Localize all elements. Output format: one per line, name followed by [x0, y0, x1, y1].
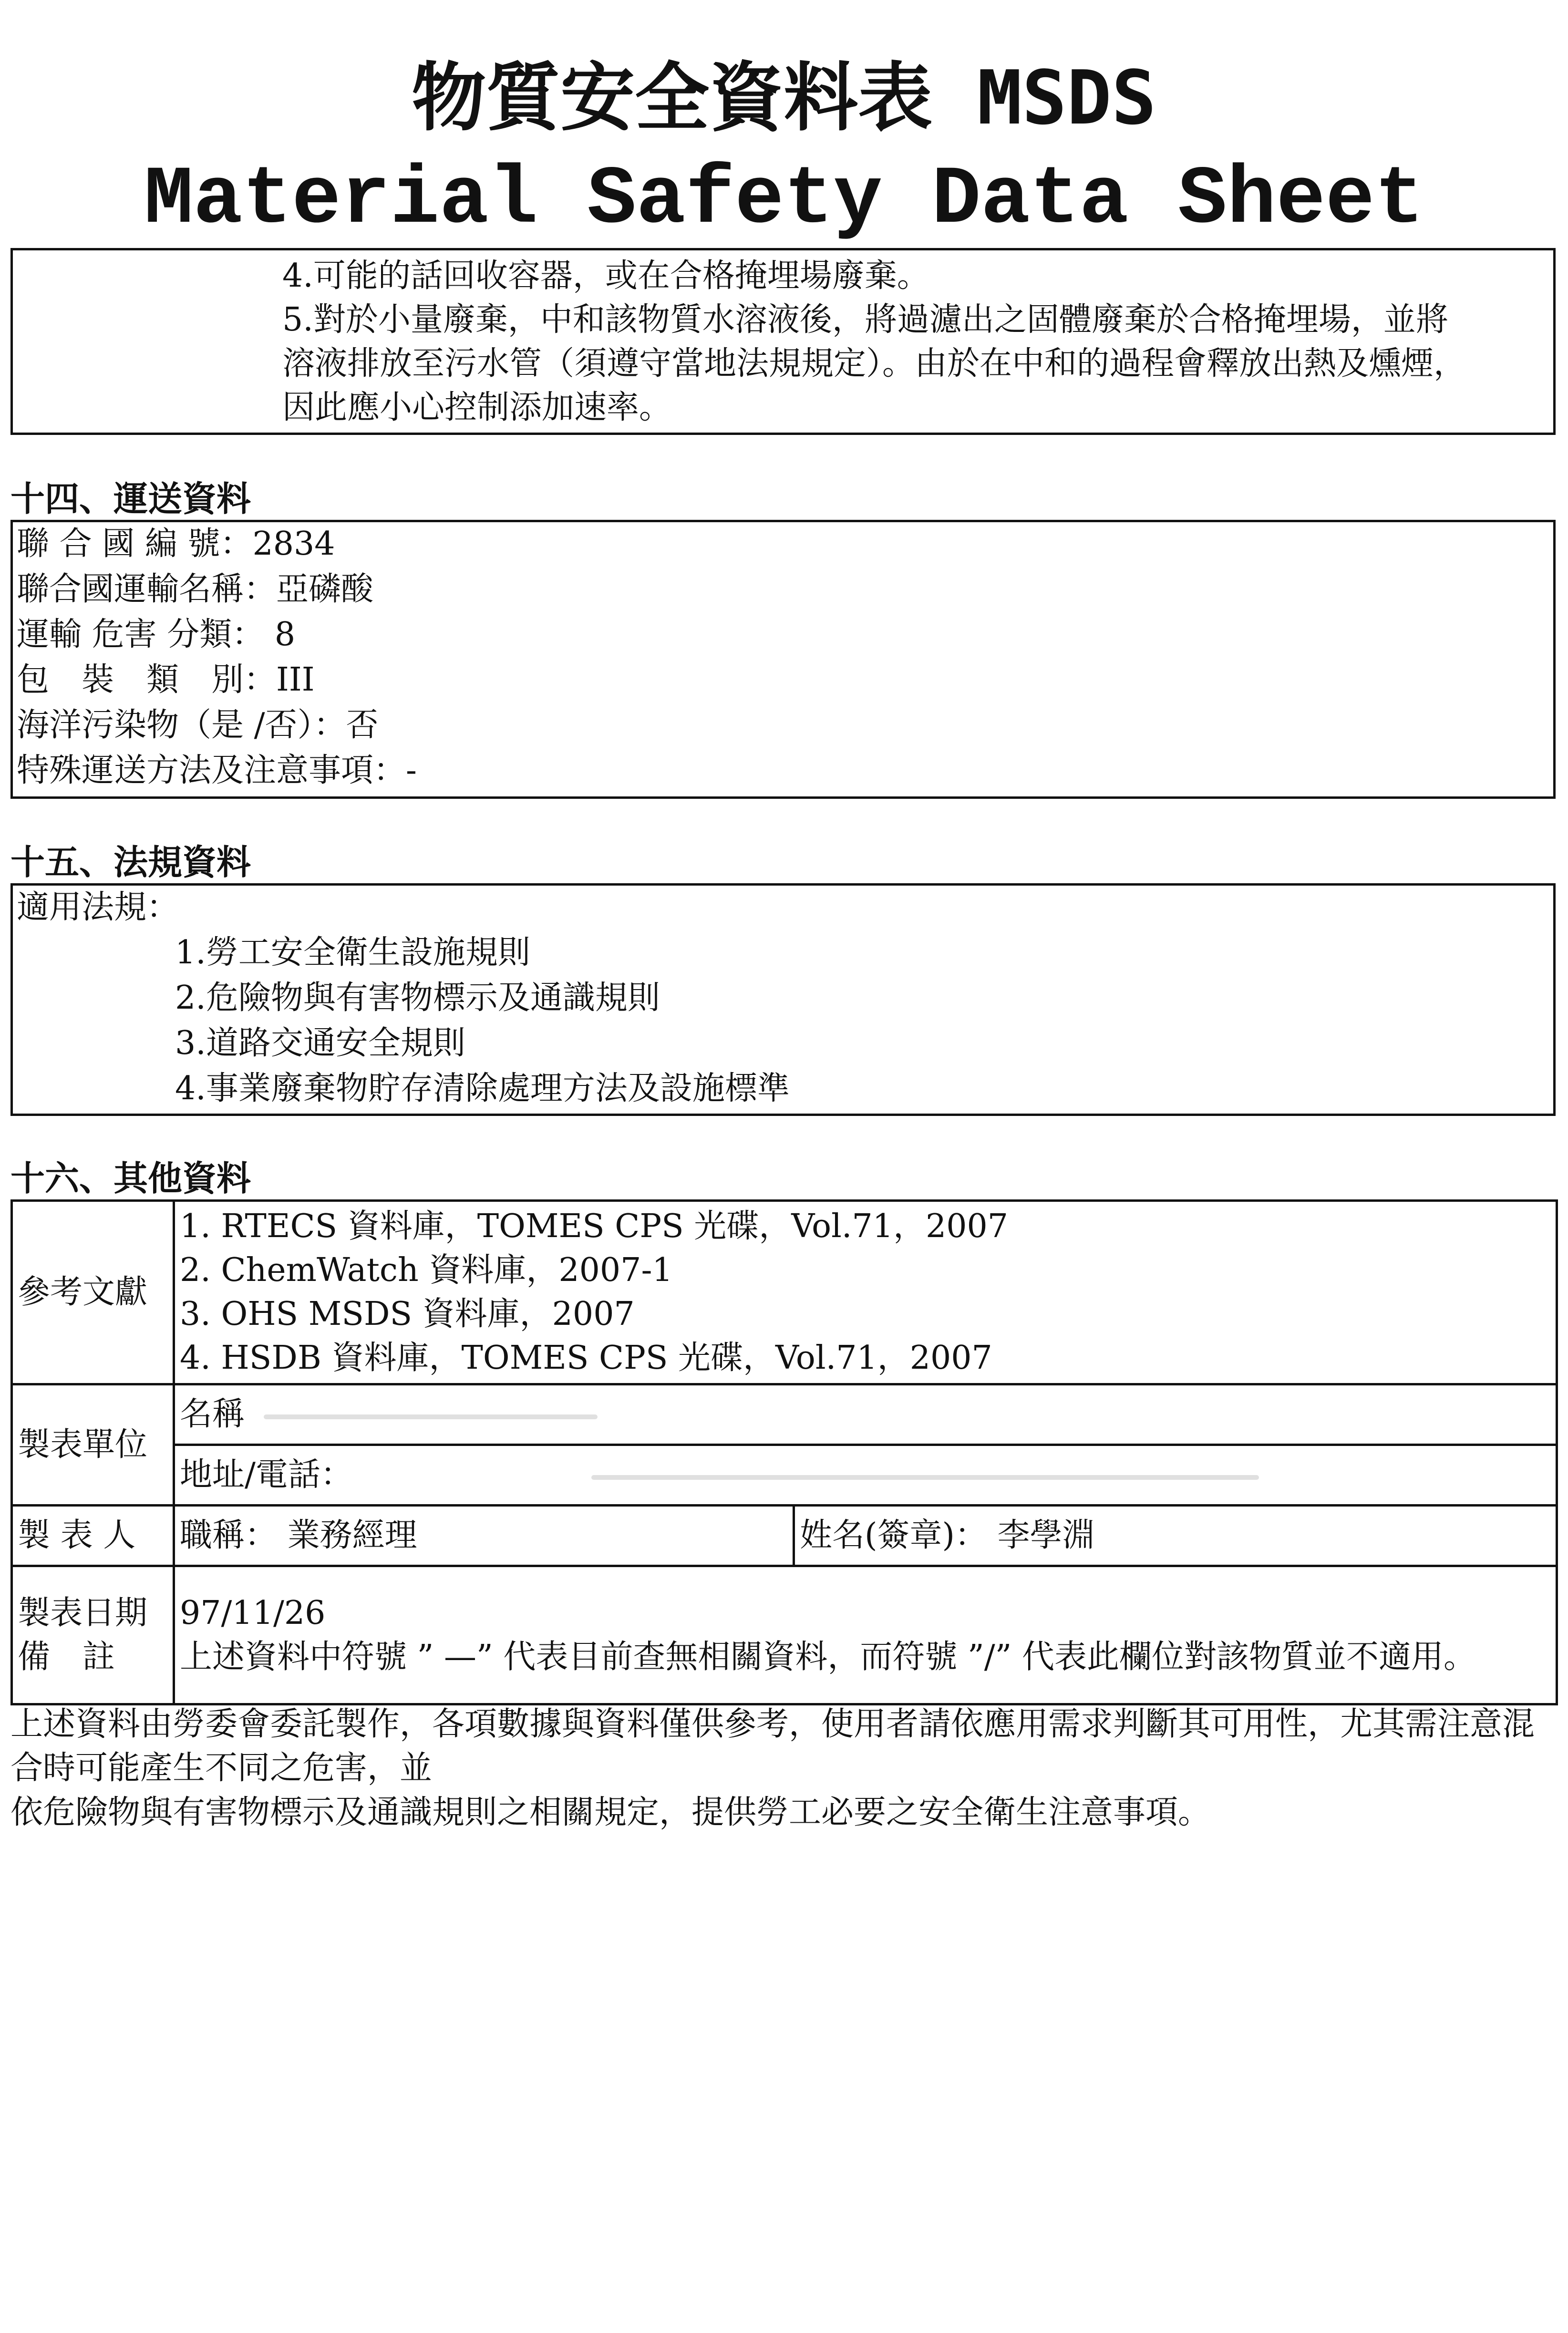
- regulation-item: 4.事業廢棄物貯存清除處理方法及設施標準: [175, 1070, 790, 1107]
- unit-name-cell: [174, 1384, 1557, 1445]
- table-row: [12, 1384, 1557, 1445]
- unit-address-cell: [174, 1445, 1557, 1506]
- title-chinese: 物質安全資料表 MSDS: [412, 54, 1156, 141]
- redacted-mark: [591, 1475, 1259, 1480]
- remarks-value: 上述資料中符號 ” —” 代表目前查無相關資料，而符號 ”/” 代表此欄位對該物質並不適用。: [180, 1638, 1476, 1676]
- marine-pollutant: 海洋污染物（是 /否）：否: [17, 706, 379, 744]
- packing-group: 包 裝 類 別：III: [17, 661, 315, 699]
- disposal-line: 因此應小心控制添加速率。: [282, 389, 672, 426]
- regulation-item: 3.道路交通安全規則: [175, 1024, 465, 1062]
- section14-title: 十四、運送資料: [10, 478, 251, 519]
- disposal-box: [10, 248, 1556, 435]
- unit-name-label: 名稱: [180, 1395, 245, 1433]
- redacted-mark: [264, 1414, 598, 1419]
- references-cell: [174, 1201, 1557, 1384]
- regulations-intro: 適用法規：: [17, 888, 179, 926]
- preparer-label: 製 表 人: [12, 1506, 174, 1566]
- footer-line: 上述資料由勞委會委託製作，各項數據與資料僅供參考，使用者請依應用需求判斷其可用性，尤其需注意混合時可能產生不同之危害，並: [10, 1705, 1535, 1787]
- table-row: [12, 1566, 1557, 1704]
- regulations-box: [10, 883, 1556, 1116]
- transport-box: [10, 520, 1556, 799]
- reference-item: 3. OHS MSDS 資料庫，2007: [180, 1295, 635, 1333]
- hazard-class: 運輸 危害 分類： 8: [17, 616, 296, 653]
- preparer-name: 姓名(簽章)： 李學淵: [794, 1506, 1557, 1566]
- regulation-item: 1.勞工安全衛生設施規則: [175, 934, 530, 971]
- reference-item: 1. RTECS 資料庫，TOMES CPS 光碟，Vol.71，2007: [180, 1208, 1009, 1245]
- un-shipping-name: 聯合國運輸名稱：亞磷酸: [17, 570, 374, 608]
- date-remarks-label-cell: [12, 1566, 174, 1704]
- section15-title: 十五、法規資料: [10, 842, 251, 882]
- other-info-table: [10, 1199, 1558, 1705]
- reference-item: 2. ChemWatch 資料庫，2007-1: [180, 1251, 673, 1289]
- disposal-line: 4.可能的話回收容器，或在合格掩埋場廢棄。: [282, 257, 929, 295]
- table-row: [12, 1445, 1557, 1506]
- date-remarks-cell: [174, 1566, 1557, 1704]
- references-label: 參考文獻: [12, 1201, 174, 1384]
- table-row: [12, 1201, 1557, 1384]
- special-transport: 特殊運送方法及注意事項：-: [17, 752, 417, 789]
- unit-address-label: 地址/電話：: [180, 1456, 353, 1494]
- footer-line: 依危險物與有害物標示及通識規則之相關規定，提供勞工必要之安全衛生注意事項。: [10, 1794, 1211, 1831]
- un-number: 聯 合 國 編 號：2834: [17, 525, 335, 563]
- date-value: 97/11/26: [180, 1594, 326, 1632]
- disposal-line: 溶液排放至污水管（須遵守當地法規規定）。由於在中和的過程會釋放出熱及燻煙，: [282, 345, 1466, 382]
- regulation-item: 2.危險物與有害物標示及通識規則: [175, 979, 660, 1017]
- unit-label: 製表單位: [12, 1384, 174, 1506]
- date-label: 製表日期: [18, 1594, 148, 1632]
- section16-title: 十六、其他資料: [10, 1158, 251, 1198]
- preparer-title: 職稱： 業務經理: [174, 1506, 794, 1566]
- reference-item: 4. HSDB 資料庫，TOMES CPS 光碟，Vol.71，2007: [180, 1339, 992, 1377]
- table-row: [12, 1506, 1557, 1566]
- title-english: Material Safety Data Sheet: [144, 154, 1424, 247]
- disposal-line: 5.對於小量廢棄，中和該物質水溶液後，將過濾出之固體廢棄於合格掩埋場，並將: [282, 301, 1448, 339]
- remarks-label: 備 註: [18, 1638, 115, 1676]
